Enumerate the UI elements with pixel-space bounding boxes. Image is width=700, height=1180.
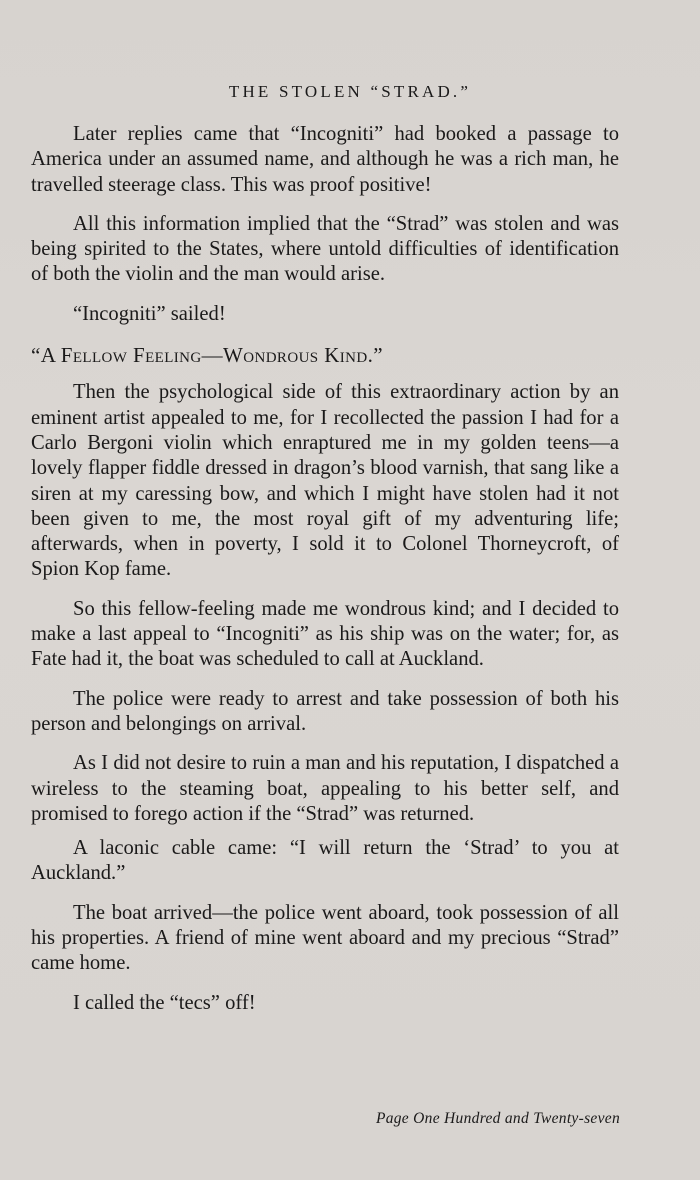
paragraph: Later replies came that “Incogniti” had booked a passage to America under an assumed name, and although he was a rich man, he travelled steerage class. This was proof positive!: [31, 123, 619, 196]
running-head: THE STOLEN “STRAD.”: [228, 82, 472, 101]
paragraph: The boat arrived—the police went aboard, took possession of all his properties. A friend of mine went aboard and my precious “Strad” came home.: [31, 901, 619, 975]
section-heading: “A Fellow Feeling—Wondrous Kind.”: [31, 343, 383, 368]
paragraph: As I did not desire to ruin a man and his reputation, I dispatched a wireless to the steaming boat, appealing to his better self, and promised to forego action if the “Strad” was returned.: [31, 752, 619, 825]
paragraph: All this information implied that the “Strad” was stolen and was being spirited to the States, where untold difficulties of identification of both the violin and the man would arise.: [31, 212, 619, 286]
paragraph: “Incogniti” sailed!: [73, 302, 226, 325]
paragraph: Then the psychological side of this extraordinary action by an eminent artist appealed to me, for I recollected the passion I had for a Carlo Bergoni violin which enraptured me in my golden teens—a lovely flapper fiddle dressed in dragon’s blood varnish, that sang like a siren at my caressing bow, and which I might have stolen had it not been given to me, the most royal gift of my adventuring life; afterwards, when in poverty, I sold it to Colonel Thorneycroft, of Spion Kop fame.: [31, 381, 619, 581]
body-text: [31, 122, 619, 1030]
page-number-footer: Page One Hundred and Twenty-seven: [375, 1110, 620, 1127]
paragraph: So this fellow-feeling made me wondrous kind; and I decided to make a last appeal to “Incogniti” as his ship was on the water; for, as Fate had it, the boat was scheduled to call at Auckland.: [31, 597, 619, 671]
paragraph: The police were ready to arrest and take possession of both his person and belongings on arrival.: [31, 687, 619, 735]
paragraph: A laconic cable came: “I will return the ‘Strad’ to you at Auckland.”: [31, 837, 619, 885]
paragraph: I called the “tecs” off!: [73, 991, 256, 1014]
